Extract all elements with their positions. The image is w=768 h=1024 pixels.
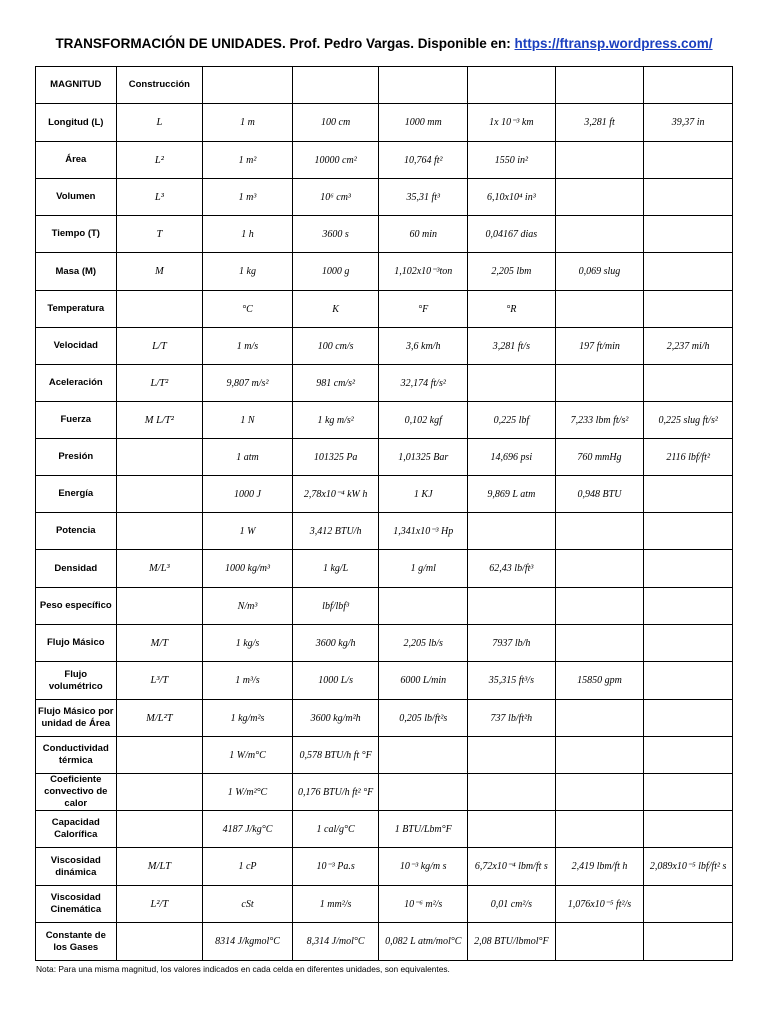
value-cell (555, 625, 644, 662)
value-cell: 1,341x10⁻³ Hp (379, 513, 468, 550)
value-cell (644, 886, 733, 923)
table-row (36, 142, 733, 179)
magnitude-cell: Viscosidad dinámica (36, 848, 117, 886)
value-cell: 2116 lbf/ft² (644, 439, 733, 476)
value-cell: 1,076x10⁻⁵ ft²/s (555, 886, 644, 923)
value-cell (644, 142, 733, 179)
construction-cell (116, 439, 203, 476)
value-cell: 6,72x10⁻⁴ lbm/ft s (468, 848, 556, 886)
value-cell (644, 588, 733, 625)
value-cell: 3,412 BTU/h (292, 513, 379, 550)
magnitude-cell: Tiempo (T) (36, 216, 117, 253)
construction-cell (116, 476, 203, 513)
table-row (36, 365, 733, 402)
value-cell: 1 kg/m²s (203, 700, 293, 737)
value-cell: 1000 J (203, 476, 293, 513)
value-cell: 1000 g (292, 253, 379, 291)
value-cell: 10000 cm² (292, 142, 379, 179)
value-cell (555, 291, 644, 328)
construction-cell: L³ (116, 179, 203, 216)
value-cell: 2,419 lbm/ft h (555, 848, 644, 886)
value-cell: 0,578 BTU/h ft °F (292, 737, 379, 774)
value-cell (644, 811, 733, 848)
value-cell: 10⁻³ kg/m s (379, 848, 468, 886)
footnote: Nota: Para una misma magnitud, los valores indicados en cada celda en diferentes unidades, son equivalentes. (36, 964, 450, 974)
value-cell (468, 774, 556, 811)
value-cell: 1 m³/s (203, 662, 293, 700)
value-cell: 3600 kg/m²h (292, 700, 379, 737)
value-cell: 981 cm/s² (292, 365, 379, 402)
magnitude-cell: Flujo volumétrico (36, 662, 117, 700)
value-cell: 35,31 ft³ (379, 179, 468, 216)
value-cell: 0,082 L atm/mol°C (379, 923, 468, 961)
value-cell (644, 513, 733, 550)
construction-cell (116, 737, 203, 774)
construction-cell: M (116, 253, 203, 291)
value-cell: 3600 kg/h (292, 625, 379, 662)
magnitude-cell: Conductividad térmica (36, 737, 117, 774)
value-cell: K (292, 291, 379, 328)
value-cell: 9,807 m/s² (203, 365, 293, 402)
magnitude-cell: Capacidad Calorífica (36, 811, 117, 848)
table-row (36, 811, 733, 848)
value-cell: 2,78x10⁻⁴ kW h (292, 476, 379, 513)
table-row (36, 402, 733, 439)
value-cell (468, 811, 556, 848)
units-table (35, 66, 733, 961)
value-cell (468, 737, 556, 774)
value-cell: 62,43 lb/ft³ (468, 550, 556, 588)
value-cell: 0,948 BTU (555, 476, 644, 513)
value-cell: 2,089x10⁻⁵ lbf/ft² s (644, 848, 733, 886)
value-cell (555, 550, 644, 588)
value-cell (555, 923, 644, 961)
magnitude-cell: Peso específico (36, 588, 117, 625)
value-cell (644, 365, 733, 402)
value-cell: 1 N (203, 402, 293, 439)
value-cell: 1 m³ (203, 179, 293, 216)
value-cell: 15850 gpm (555, 662, 644, 700)
table-row (36, 625, 733, 662)
construction-cell: L/T² (116, 365, 203, 402)
table-row (36, 291, 733, 328)
table-row (36, 848, 733, 886)
value-cell: 197 ft/min (555, 328, 644, 365)
value-cell: 6000 L/min (379, 662, 468, 700)
value-cell: 1 mm²/s (292, 886, 379, 923)
value-cell: 8,314 J/mol°C (292, 923, 379, 961)
value-cell: 1550 in² (468, 142, 556, 179)
value-cell: 2,205 lb/s (379, 625, 468, 662)
value-cell: 4187 J/kg°C (203, 811, 293, 848)
value-cell (555, 774, 644, 811)
value-cell: 1,102x10⁻³ton (379, 253, 468, 291)
value-cell (644, 774, 733, 811)
value-cell (555, 811, 644, 848)
value-cell: 1 cP (203, 848, 293, 886)
value-cell (644, 662, 733, 700)
construction-cell: M L/T² (116, 402, 203, 439)
value-cell (644, 179, 733, 216)
value-cell (555, 588, 644, 625)
value-cell: 3,281 ft/s (468, 328, 556, 365)
construction-cell (116, 588, 203, 625)
value-cell (555, 216, 644, 253)
construction-cell: L²/T (116, 886, 203, 923)
value-cell: 6,10x10⁴ in³ (468, 179, 556, 216)
value-cell (644, 625, 733, 662)
table-row (36, 104, 733, 142)
header-construccion: Construcción (116, 67, 203, 104)
table-row (36, 774, 733, 811)
value-cell: 3,6 km/h (379, 328, 468, 365)
magnitude-cell: Flujo Másico (36, 625, 117, 662)
value-cell: 7,233 lbm ft/s² (555, 402, 644, 439)
value-cell (468, 365, 556, 402)
value-cell (644, 291, 733, 328)
value-cell: 2,08 BTU/lbmol°F (468, 923, 556, 961)
value-cell: 1 g/ml (379, 550, 468, 588)
value-cell: 10⁻⁶ m²/s (379, 886, 468, 923)
value-cell: 2,237 mi/h (644, 328, 733, 365)
magnitude-cell: Temperatura (36, 291, 117, 328)
construction-cell: M/L³ (116, 550, 203, 588)
value-cell: 3600 s (292, 216, 379, 253)
empty-header-cell (468, 67, 556, 104)
value-cell: 1 m/s (203, 328, 293, 365)
magnitude-cell: Longitud (L) (36, 104, 117, 142)
value-cell: °F (379, 291, 468, 328)
magnitude-cell: Área (36, 142, 117, 179)
value-cell: 1 W/m²°C (203, 774, 293, 811)
value-cell (468, 513, 556, 550)
value-cell (644, 216, 733, 253)
value-cell: 1 KJ (379, 476, 468, 513)
value-cell: 1 BTU/Lbm°F (379, 811, 468, 848)
value-cell: 14,696 psi (468, 439, 556, 476)
value-cell: °R (468, 291, 556, 328)
value-cell: 3,281 ft (555, 104, 644, 142)
value-cell (644, 476, 733, 513)
magnitude-cell: Coeficiente convectivo de calor (36, 774, 117, 811)
title-text: TRANSFORMACIÓN DE UNIDADES. Prof. Pedro Vargas. Disponible en: (55, 36, 511, 51)
magnitude-cell: Viscosidad Cinemática (36, 886, 117, 923)
value-cell (644, 737, 733, 774)
construction-cell (116, 811, 203, 848)
value-cell: 101325 Pa (292, 439, 379, 476)
table-row (36, 216, 733, 253)
value-cell: N/m³ (203, 588, 293, 625)
magnitude-cell: Presión (36, 439, 117, 476)
table-row (36, 550, 733, 588)
value-cell: 10,764 ft² (379, 142, 468, 179)
value-cell: 8314 J/kgmol°C (203, 923, 293, 961)
value-cell: 0,04167 dias (468, 216, 556, 253)
magnitude-cell: Densidad (36, 550, 117, 588)
table-row (36, 328, 733, 365)
page-title (0, 36, 768, 51)
value-cell (555, 142, 644, 179)
value-cell: 2,205 lbm (468, 253, 556, 291)
table-row (36, 476, 733, 513)
value-cell: 737 lb/ft²h (468, 700, 556, 737)
value-cell: 7937 lb/h (468, 625, 556, 662)
value-cell: 1 W/m°C (203, 737, 293, 774)
value-cell: 35,315 ft³/s (468, 662, 556, 700)
value-cell: 1000 kg/m³ (203, 550, 293, 588)
table-row (36, 513, 733, 550)
value-cell: 32,174 ft/s² (379, 365, 468, 402)
value-cell: 100 cm (292, 104, 379, 142)
value-cell: 1 kg (203, 253, 293, 291)
value-cell: 1000 L/s (292, 662, 379, 700)
value-cell: 1 cal/g°C (292, 811, 379, 848)
value-cell: cSt (203, 886, 293, 923)
empty-header-cell (555, 67, 644, 104)
value-cell: 0,225 slug ft/s² (644, 402, 733, 439)
value-cell: 1000 mm (379, 104, 468, 142)
table-row (36, 439, 733, 476)
empty-header-cell (292, 67, 379, 104)
value-cell: 10⁻³ Pa.s (292, 848, 379, 886)
value-cell (644, 253, 733, 291)
blog-link[interactable]: https://ftransp.wordpress.com/ (514, 36, 713, 51)
value-cell (555, 737, 644, 774)
value-cell: 0,205 lb/ft²s (379, 700, 468, 737)
value-cell: 1,01325 Bar (379, 439, 468, 476)
value-cell: 10⁶ cm³ (292, 179, 379, 216)
value-cell: 0,176 BTU/h ft² °F (292, 774, 379, 811)
value-cell: 0,225 lbf (468, 402, 556, 439)
magnitude-cell: Energía (36, 476, 117, 513)
empty-header-cell (379, 67, 468, 104)
value-cell (644, 550, 733, 588)
table-row (36, 737, 733, 774)
value-cell: 1 W (203, 513, 293, 550)
construction-cell: L³/T (116, 662, 203, 700)
construction-cell: L² (116, 142, 203, 179)
value-cell: 39,37 in (644, 104, 733, 142)
value-cell: lbf/lbf³ (292, 588, 379, 625)
construction-cell (116, 291, 203, 328)
value-cell (379, 737, 468, 774)
construction-cell: T (116, 216, 203, 253)
value-cell: 1 m (203, 104, 293, 142)
value-cell: 1 kg/L (292, 550, 379, 588)
magnitude-cell: Constante de los Gases (36, 923, 117, 961)
value-cell (644, 700, 733, 737)
header-magnitud: MAGNITUD (36, 67, 117, 104)
construction-cell: L/T (116, 328, 203, 365)
value-cell (379, 588, 468, 625)
value-cell (555, 365, 644, 402)
value-cell (644, 923, 733, 961)
value-cell: °C (203, 291, 293, 328)
value-cell: 60 min (379, 216, 468, 253)
magnitude-cell: Potencia (36, 513, 117, 550)
value-cell: 1x 10⁻³ km (468, 104, 556, 142)
construction-cell (116, 923, 203, 961)
value-cell: 100 cm/s (292, 328, 379, 365)
value-cell (379, 774, 468, 811)
table-row (36, 588, 733, 625)
empty-header-cell (644, 67, 733, 104)
construction-cell (116, 513, 203, 550)
header-row (36, 67, 733, 104)
value-cell (468, 588, 556, 625)
magnitude-cell: Flujo Másico por unidad de Área (36, 700, 117, 737)
magnitude-cell: Masa (M) (36, 253, 117, 291)
table-row (36, 179, 733, 216)
table-row (36, 253, 733, 291)
value-cell: 1 kg m/s² (292, 402, 379, 439)
magnitude-cell: Velocidad (36, 328, 117, 365)
construction-cell: M/T (116, 625, 203, 662)
value-cell: 1 m² (203, 142, 293, 179)
value-cell (555, 700, 644, 737)
value-cell: 0,102 kgf (379, 402, 468, 439)
magnitude-cell: Volumen (36, 179, 117, 216)
table-row (36, 923, 733, 961)
value-cell (555, 513, 644, 550)
table-row (36, 662, 733, 700)
construction-cell (116, 774, 203, 811)
value-cell: 760 mmHg (555, 439, 644, 476)
empty-header-cell (203, 67, 293, 104)
value-cell: 1 kg/s (203, 625, 293, 662)
value-cell: 0,01 cm²/s (468, 886, 556, 923)
value-cell (555, 179, 644, 216)
construction-cell: M/LT (116, 848, 203, 886)
magnitude-cell: Fuerza (36, 402, 117, 439)
value-cell: 1 atm (203, 439, 293, 476)
table-row (36, 700, 733, 737)
table-row (36, 886, 733, 923)
construction-cell: M/L²T (116, 700, 203, 737)
construction-cell: L (116, 104, 203, 142)
value-cell: 9,869 L atm (468, 476, 556, 513)
value-cell: 0,069 slug (555, 253, 644, 291)
magnitude-cell: Aceleración (36, 365, 117, 402)
value-cell: 1 h (203, 216, 293, 253)
